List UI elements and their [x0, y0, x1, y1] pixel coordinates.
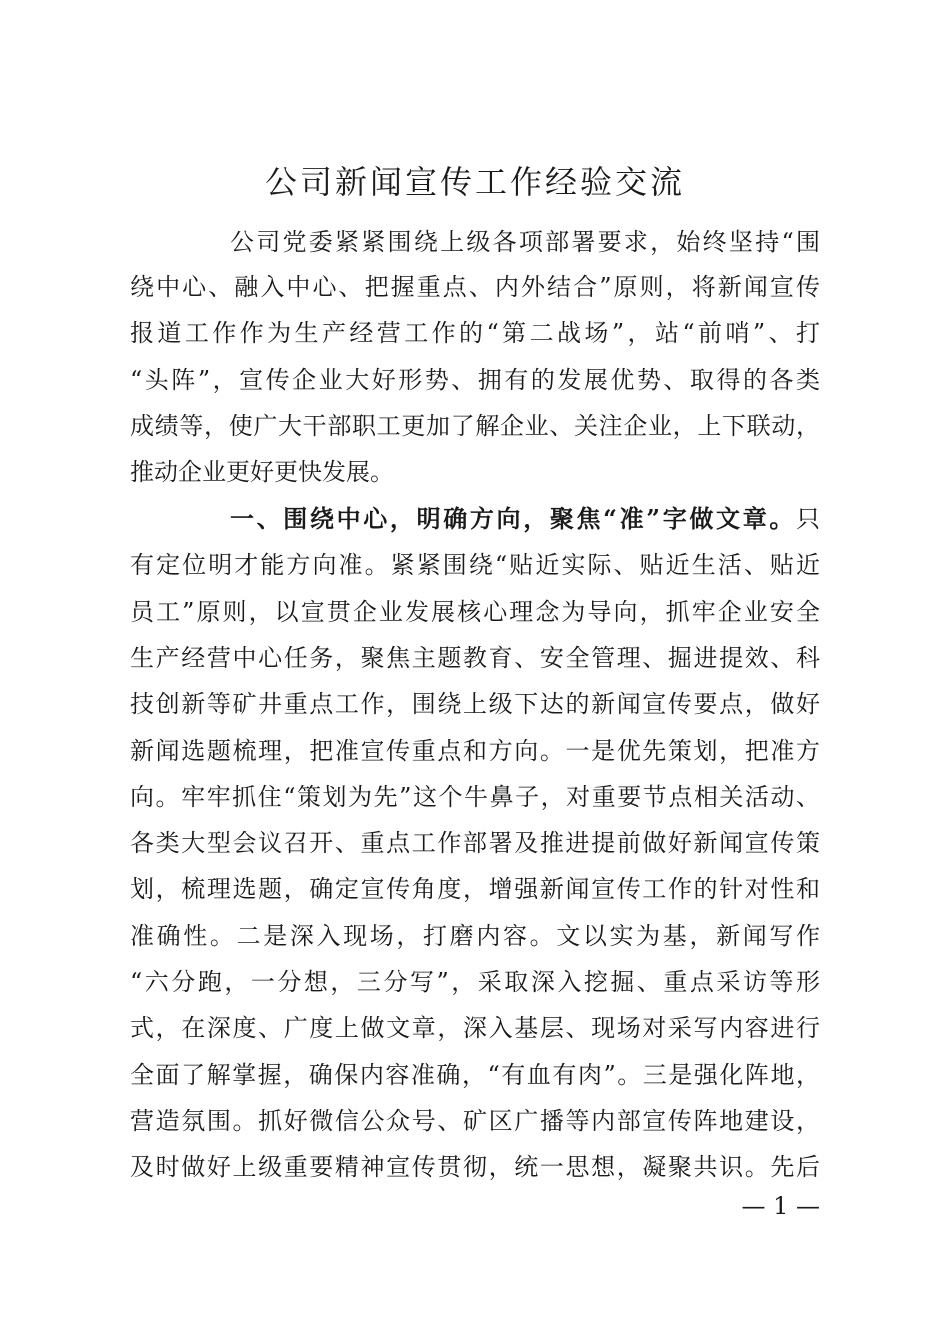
paragraph-line: 全面了解掌握，确保内容准确，“有血有肉”。三是强化阵地，: [130, 1061, 820, 1089]
paragraph-line: 公司党委紧紧围绕上级各项部署要求，始终坚持“围: [230, 228, 820, 256]
paragraph-line: 各类大型会议召开、重点工作部署及推进提前做好新闻宣传策: [130, 829, 820, 857]
paragraph-line: 推动企业更好更快发展。: [130, 458, 394, 486]
section-heading-line: [230, 503, 820, 535]
paragraph-line: 及时做好上级重要精神宣传贯彻，统一思想，凝聚共识。先后: [130, 1153, 820, 1181]
paragraph-line: 营造氛围。抓好微信公众号、矿区广播等内部宣传阵地建设，: [130, 1107, 820, 1135]
paragraph-line: “六分跑，一分想，三分写”，采取深入挖掘、重点采访等形: [130, 968, 820, 996]
page-number: — 1 —: [741, 1192, 820, 1220]
paragraph-line: 向。牢牢抓住“策划为先”这个牛鼻子，对重要节点相关活动、: [130, 783, 820, 811]
heading-tail-text: 只: [796, 505, 820, 533]
document-title: 公司新闻宣传工作经验交流: [264, 163, 685, 201]
paragraph-line: 准确性。二是深入现场，打磨内容。文以实为基，新闻写作: [130, 922, 820, 950]
paragraph-line: 有定位明才能方向准。紧紧围绕“贴近实际、贴近生活、贴近: [130, 551, 820, 579]
paragraph-line: 成绩等，使广大干部职工更加了解企业、关注企业，上下联动，: [130, 412, 820, 440]
paragraph-line: 生产经营中心任务，聚焦主题教育、安全管理、掘进提效、科: [130, 644, 820, 672]
paragraph-line: 新闻选题梳理，把准宣传重点和方向。一是优先策划，把准方: [130, 737, 820, 765]
paragraph-line: 员工”原则，以宣贯企业发展核心理念为导向，抓牢企业安全: [130, 598, 820, 626]
paragraph-line: 式，在深度、广度上做文章，深入基层、现场对采写内容进行: [130, 1014, 820, 1042]
paragraph-line: 技创新等矿井重点工作，围绕上级下达的新闻宣传要点，做好: [130, 690, 820, 718]
paragraph-line: 报道工作作为生产经营工作的“第二战场”，站“前哨”、打: [130, 319, 820, 347]
paragraph-line: “头阵”，宣传企业大好形势、拥有的发展优势、取得的各类: [130, 366, 820, 394]
paragraph-line: 划，梳理选题，确定宣传角度，增强新闻宣传工作的针对性和: [130, 875, 820, 903]
paragraph-line: 绕中心、融入中心、把握重点、内外结合”原则，将新闻宣传: [130, 273, 820, 301]
section-heading: 一、围绕中心，明确方向，聚焦“准”字做文章。: [230, 504, 796, 533]
